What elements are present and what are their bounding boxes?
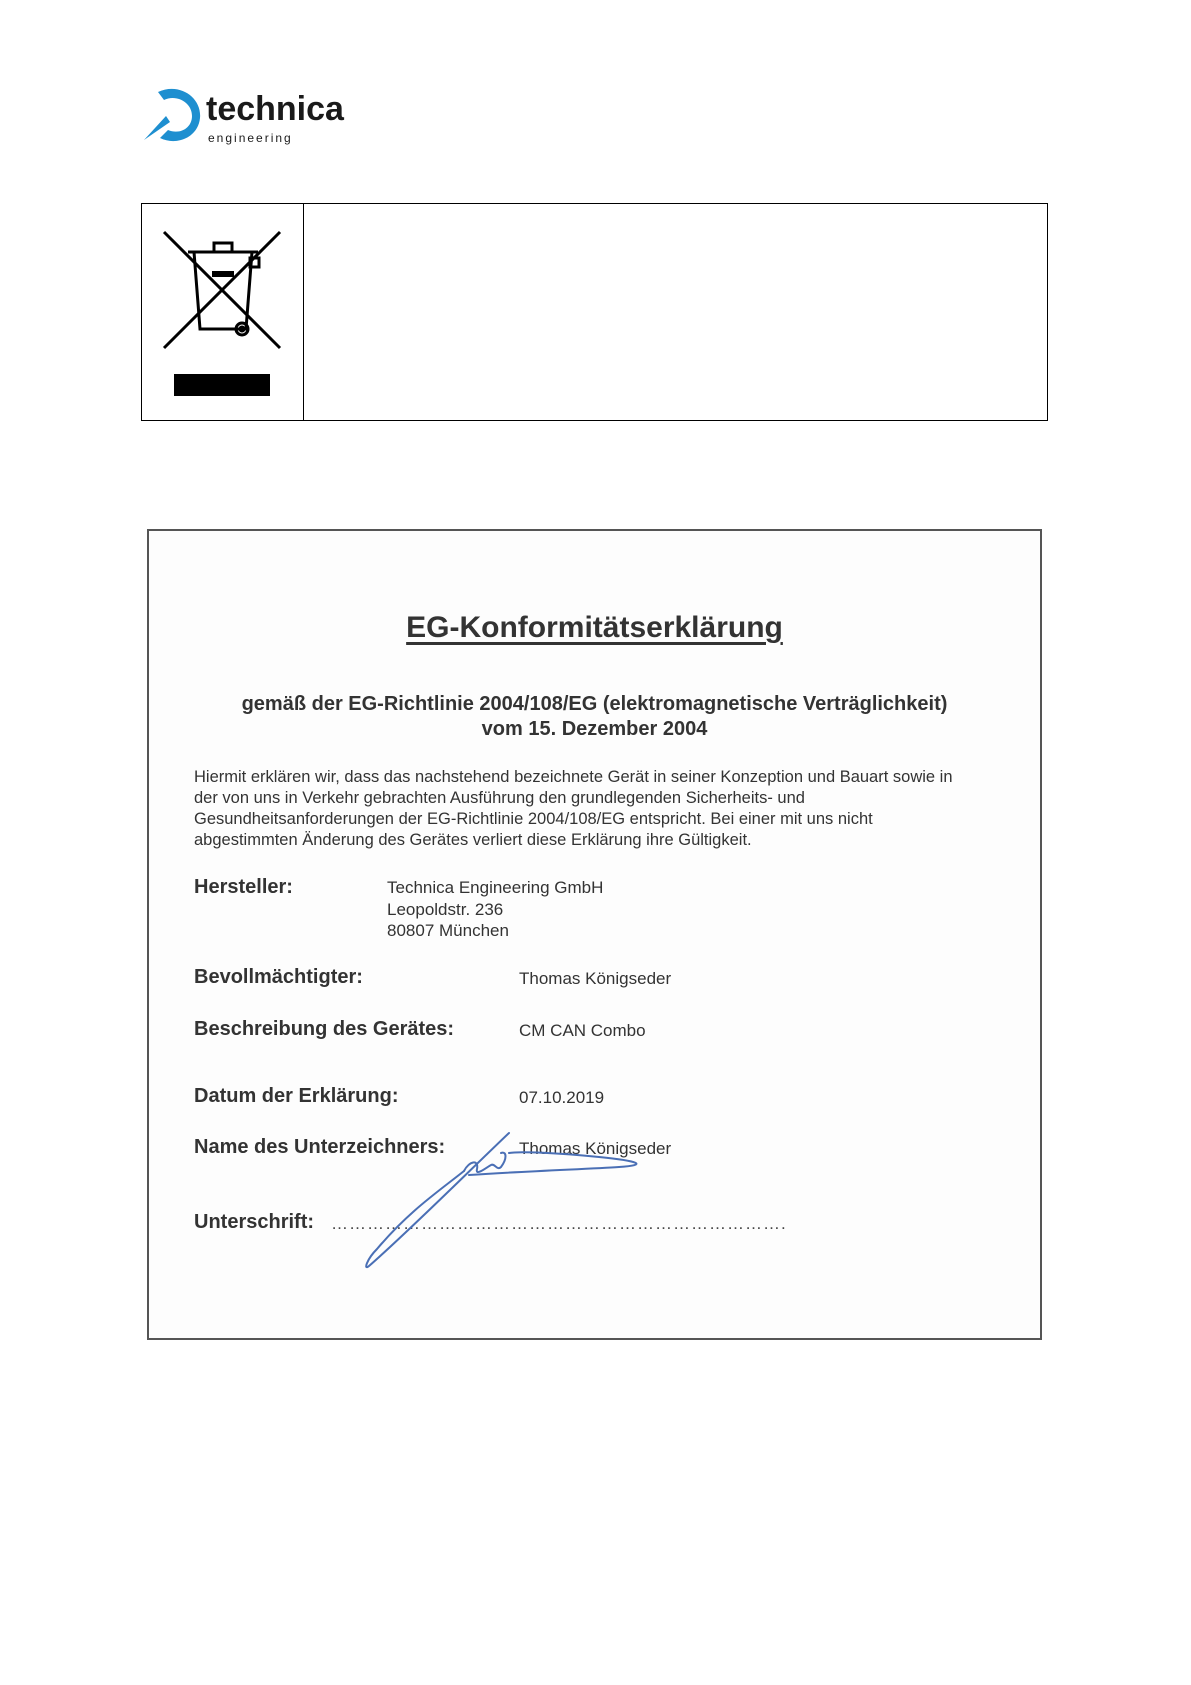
date-value: 07.10.2019 [519, 1088, 605, 1107]
weee-notice-table [141, 203, 1048, 421]
representative-label: Bevollmächtigter: [194, 966, 363, 988]
manufacturer-city: 80807 München [387, 921, 509, 940]
description-value: CM CAN Combo [519, 1021, 646, 1040]
description-label: Beschreibung des Gerätes: [194, 1018, 455, 1040]
logo-brand: technica [206, 90, 344, 128]
subtitle-directive: gemäß der EG-Richtlinie 2004/108/EG (elektromagnetische Verträglichkeit) [241, 693, 948, 715]
date-label: Datum der Erklärung: [194, 1085, 399, 1107]
logo-tagline: engineering [208, 131, 293, 145]
manufacturer-name: Technica Engineering GmbH [387, 878, 604, 897]
declaration-title: EG-Konformitätserklärung [406, 611, 783, 644]
manufacturer-label: Hersteller: [194, 876, 293, 898]
conformity-declaration [147, 529, 1042, 1340]
declaration-body: Hiermit erklären wir, dass das nachstehend bezeichnete Gerät in seiner Konzeption und Bauart sowie in der von uns in Verkehr gebrachten Ausführung den grundlegenden Sicherheits- und Gesundheitsanforderungen der EG-Richtlinie 2004/108/EG entspricht. Bei einer mit uns nicht abgestimmten Änderung des Gerätes verliert diese Erklärung ihre Gültigkeit. [194, 768, 953, 849]
logo-mark-icon [144, 89, 200, 141]
declaration-subtitle [149, 692, 1040, 742]
manufacturer-street: Leopoldstr. 236 [387, 899, 504, 919]
weee-icon-cell [142, 204, 304, 420]
signer-value: Thomas Königseder [519, 1139, 672, 1158]
crossed-out-wheelie-bin-icon [142, 204, 304, 419]
technica-logo [140, 80, 344, 150]
handwritten-signature [349, 1131, 679, 1271]
manufacturer-address [387, 877, 603, 942]
subtitle-date: vom 15. Dezember 2004 [481, 718, 708, 740]
signer-label: Name des Unterzeichners: [194, 1136, 446, 1158]
signature-label: Unterschrift: [194, 1211, 315, 1233]
representative-value: Thomas Königseder [519, 969, 672, 988]
weee-text-cell [304, 204, 1047, 420]
signature-line: …………………………………………………………………. [331, 1214, 787, 1233]
